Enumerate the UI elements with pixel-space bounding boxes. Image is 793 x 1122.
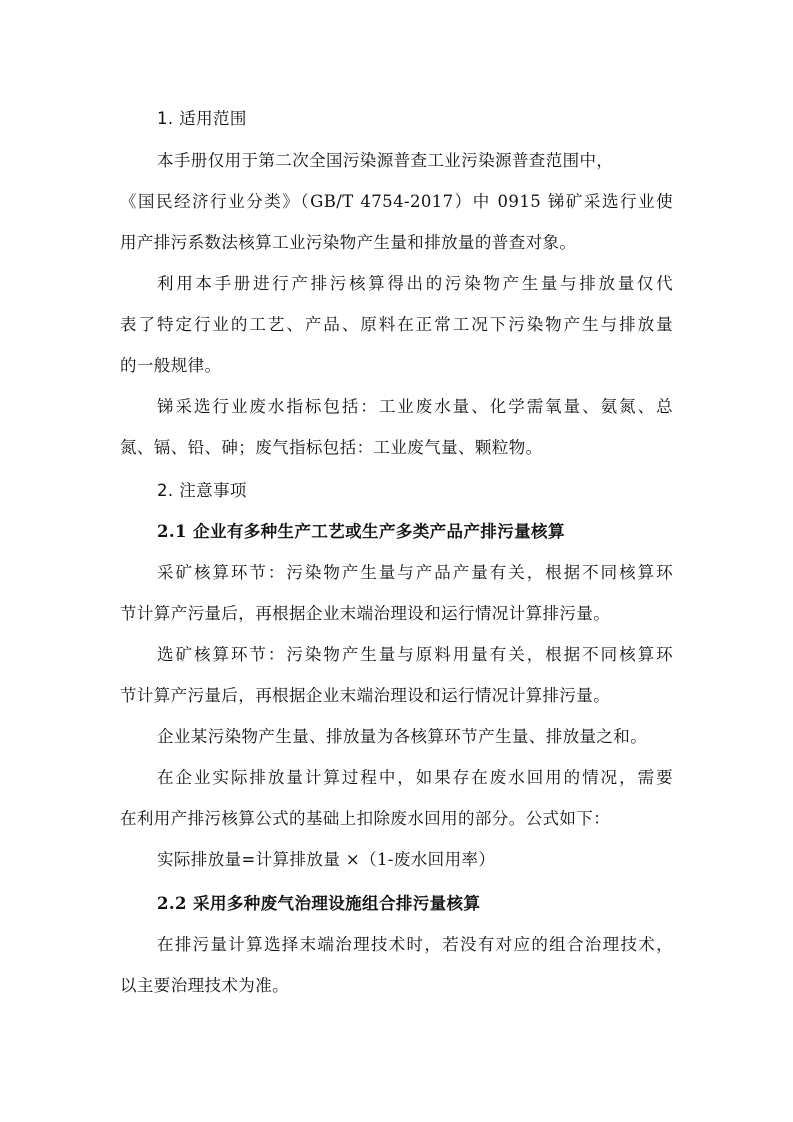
- paragraph-line: 在利用产排污核算公式的基础上扣除废水回用的部分。公式如下：: [120, 809, 611, 828]
- paragraph-line: 利用本手册进行产排污核算得出的污染物产生量与排放量仅代: [157, 274, 673, 293]
- paragraph-line: 采矿核算环节：污染物产生量与产品产量有关，根据不同核算环: [157, 563, 673, 582]
- paragraph-line: 表了特定行业的工艺、产品、原料在正常工况下污染物产生与排放量: [120, 315, 673, 334]
- paragraph-line: 选矿核算环节：污染物产生量与原料用量有关，根据不同核算环: [157, 645, 673, 664]
- section-1-heading: 1. 适用范围: [157, 109, 247, 128]
- subsection-2-2-heading: 2.2 采用多种废气治理设施组合排污量核算: [157, 894, 481, 913]
- paragraph-line: 在企业实际排放量计算过程中，如果存在废水回用的情况，需要: [157, 768, 673, 787]
- paragraph-line: 氮、镉、铅、砷；废气指标包括：工业废气量、颗粒物。: [120, 438, 543, 457]
- paragraph-line: 节计算产污量后，再根据企业末端治理设和运行情况计算排污量。: [120, 686, 611, 705]
- paragraph-line: 本手册仅用于第二次全国污染源普查工业污染源普查范围中，: [157, 151, 614, 170]
- subsection-2-1-heading: 2.1 企业有多种生产工艺或生产多类产品产排污量核算: [157, 522, 565, 541]
- paragraph-line: 节计算产污量后，再根据企业末端治理设和运行情况计算排污量。: [120, 604, 611, 623]
- paragraph-line: 用产排污系数法核算工业污染物产生量和排放量的普查对象。: [120, 233, 577, 252]
- section-2-heading: 2. 注意事项: [157, 481, 247, 500]
- paragraph-line: 在排污量计算选择末端治理技术时，若没有对应的组合治理技术，: [157, 935, 673, 954]
- formula: 实际排放量=计算排放量 ×（1-废水回用率）: [157, 850, 496, 869]
- paragraph-line: 的一般规律。: [120, 356, 222, 375]
- paragraph-line: 企业某污染物产生量、排放量为各核算环节产生量、排放量之和。: [157, 727, 648, 746]
- paragraph-line: 以主要治理技术为准。: [120, 976, 289, 995]
- paragraph-line: 《国民经济行业分类》（GB/T 4754-2017）中 0915 锑矿采选行业使: [120, 192, 673, 211]
- paragraph-line: 锑采选行业废水指标包括：工业废水量、化学需氧量、氨氮、总: [157, 397, 673, 416]
